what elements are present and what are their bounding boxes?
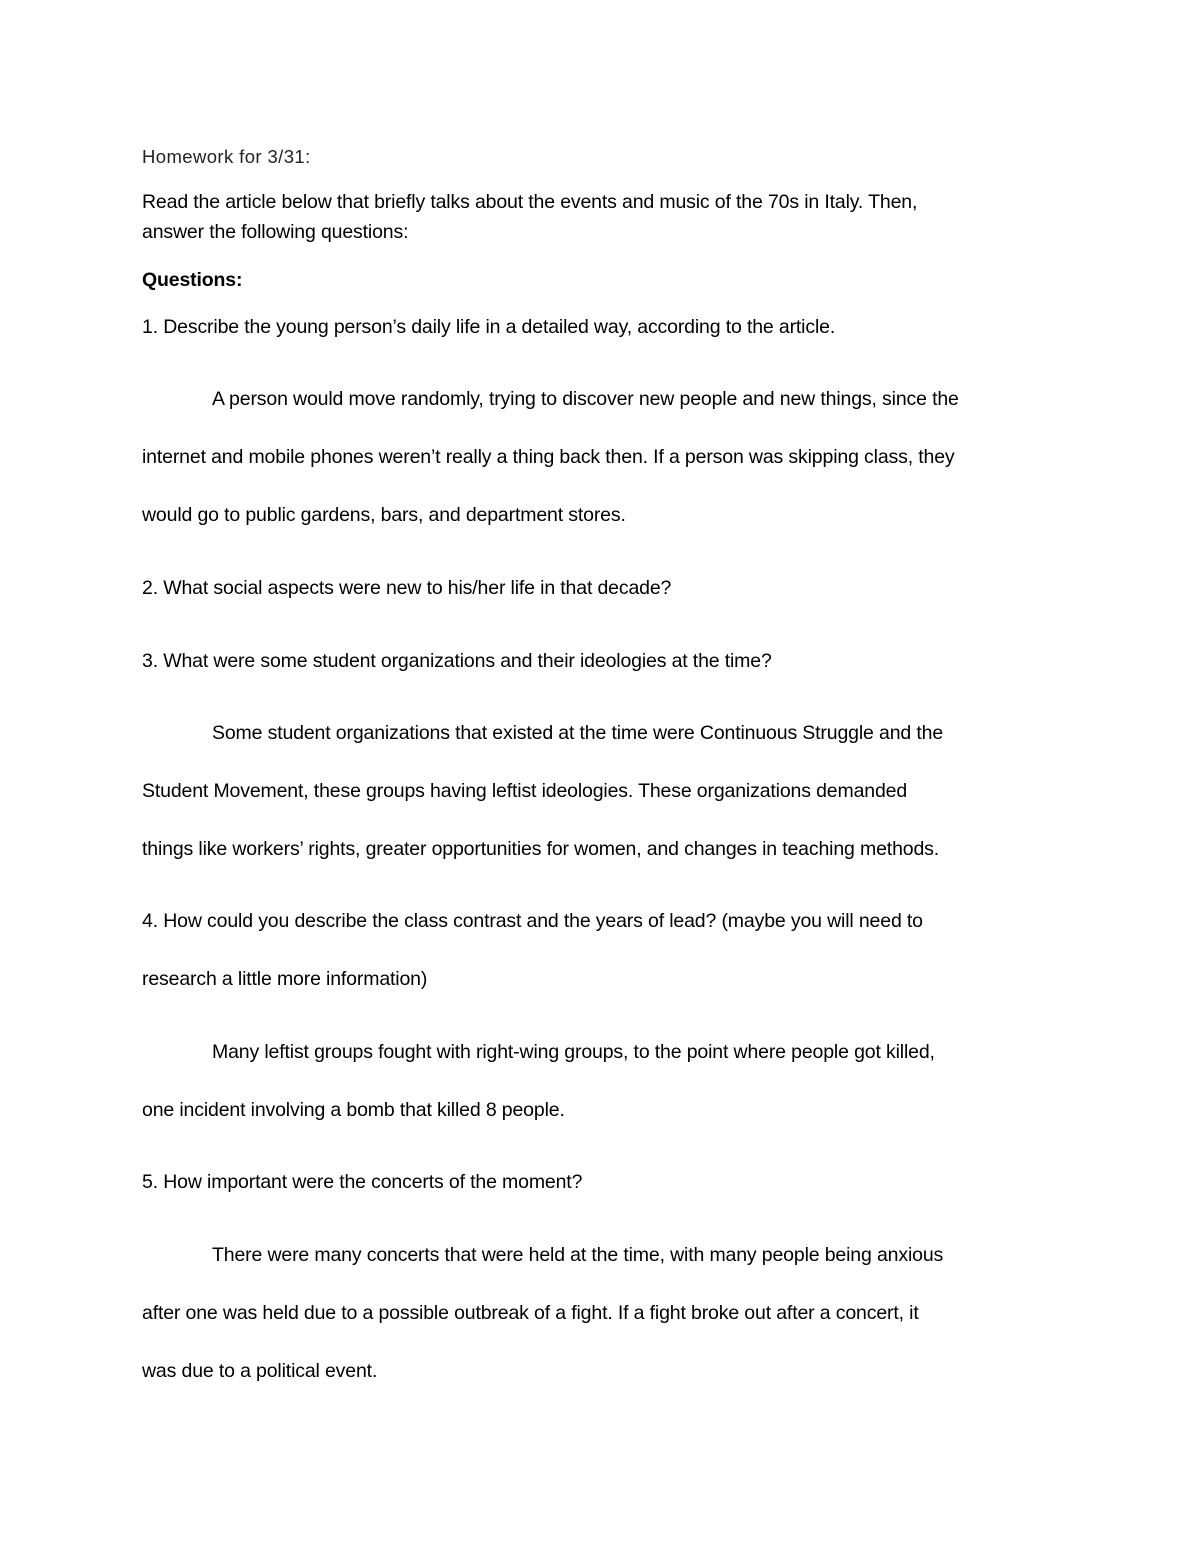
question-1: 1. Describe the young person’s daily life in a detailed way, according to the article.: [142, 316, 836, 338]
answer-5-line-2: after one was held due to a possible outbreak of a fight. If a fight broke out after a concert, it: [142, 1302, 919, 1324]
questions-heading: Questions:: [142, 269, 243, 291]
question-3: 3. What were some student organizations and their ideologies at the time?: [142, 650, 772, 672]
question-5: 5. How important were the concerts of the moment?: [142, 1171, 583, 1193]
question-4-line-2: research a little more information): [142, 968, 428, 990]
answer-5-line-1: There were many concerts that were held at the time, with many people being anxious: [212, 1244, 944, 1266]
answer-3-line-3: things like workers’ rights, greater opportunities for women, and changes in teaching methods.: [142, 838, 940, 860]
question-4-line-1: 4. How could you describe the class contrast and the years of lead? (maybe you will need to: [142, 910, 923, 932]
answer-1-line-3: would go to public gardens, bars, and department stores.: [142, 504, 626, 526]
answer-4-line-2: one incident involving a bomb that killed 8 people.: [142, 1099, 565, 1121]
answer-1-line-2: internet and mobile phones weren’t really a thing back then. If a person was skipping class, they: [142, 446, 955, 468]
answer-1-line-1: A person would move randomly, trying to discover new people and new things, since the: [212, 388, 959, 410]
answer-5-line-3: was due to a political event.: [142, 1360, 378, 1382]
document-title: Homework for 3/31:: [142, 146, 311, 167]
answer-4-line-1: Many leftist groups fought with right-wing groups, to the point where people got killed,: [212, 1041, 935, 1063]
answer-3-line-1: Some student organizations that existed at the time were Continuous Struggle and the: [212, 722, 944, 744]
instructions-line-1: Read the article below that briefly talks about the events and music of the 70s in Italy. Then,: [142, 191, 918, 213]
question-2: 2. What social aspects were new to his/her life in that decade?: [142, 577, 672, 599]
instructions-line-2: answer the following questions:: [142, 221, 409, 243]
answer-3-line-2: Student Movement, these groups having leftist ideologies. These organizations demanded: [142, 780, 908, 802]
